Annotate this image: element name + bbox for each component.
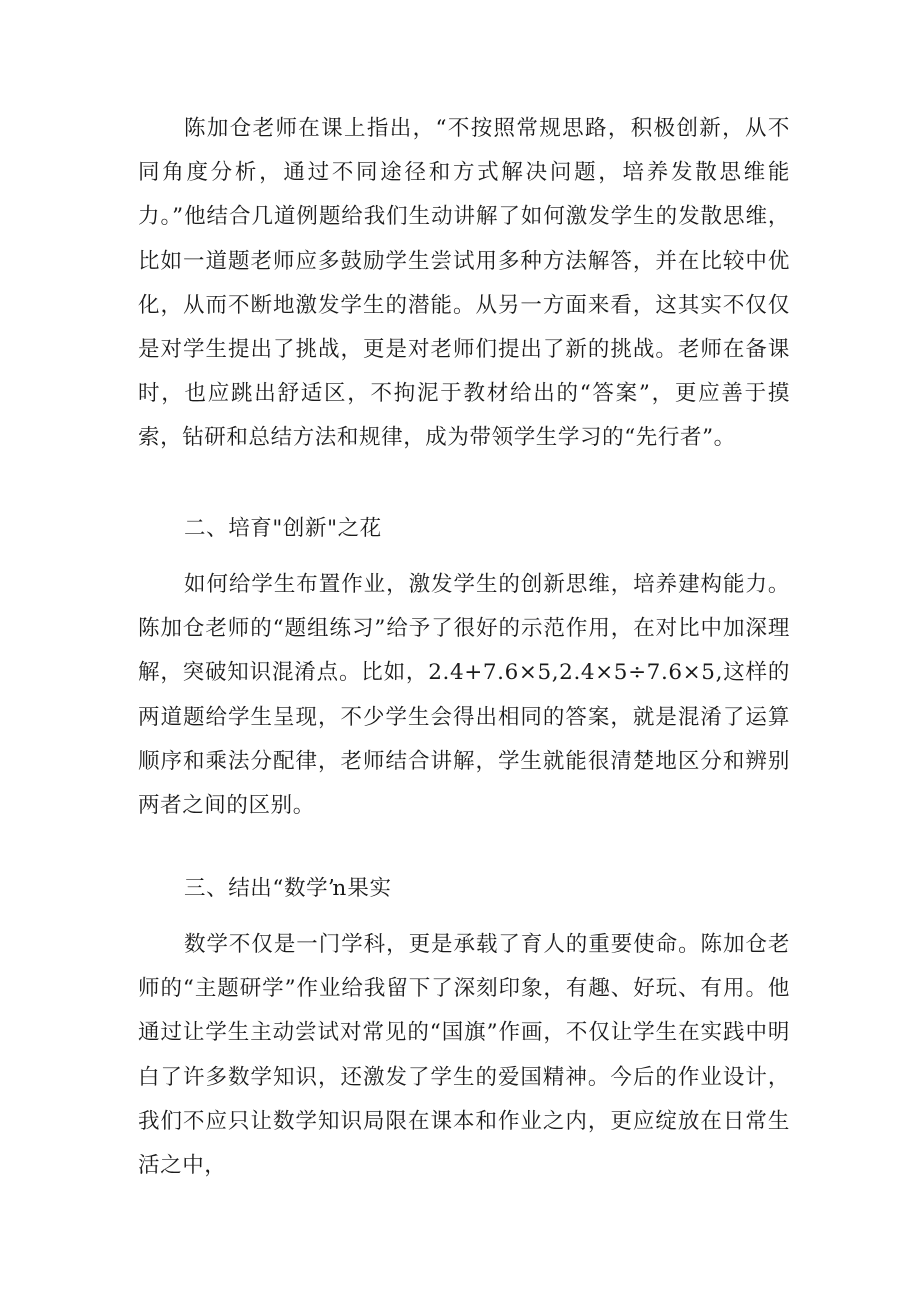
body-paragraph-3: 数学不仅是一门学科，更是承载了育人的重要使命。陈加仓老师的“主题研学”作业给我留下了深刻印象，有趣、好玩、有用。他通过让学生主动尝试对常见的“国旗”作画，不仅让学生在实践中明白了许多数学知识，还激发了学生的爱国精神。今后的作业设计，我们不应只让数学知识局限在课本和作业之内，更应绽放在日常生活之中， [138, 932, 790, 1179]
body-paragraph-2: 如何给学生布置作业，激发学生的创新思维，培养建构能力。陈加仓老师的“题组练习”给予了很好的示范作用，在对比中加深理解，突破知识混淆点。比如，2.4+7.6×5,2.4×5÷7.6×5,这样的两道题给学生呈现，不少学生会得出相同的答案，就是混淆了运算顺序和乘法分配律，老师结合讲解，学生就能很清楚地区分和辨别两者之间的区别。 [138, 572, 790, 819]
body-paragraph-1: 陈加仓老师在课上指出，“不按照常规思路，积极创新，从不同角度分析，通过不同途径和方式解决问题，培养发散思维能力。”他结合几道例题给我们生动讲解了如何激发学生的发散思维，比如一道题老师应多鼓励学生尝试用多种方法解答，并在比较中优化，从而不断地激发学生的潜能。从另一方面来看，这其实不仅仅是对学生提出了挑战，更是对老师们提出了新的挑战。老师在备课时，也应跳出舒适区，不拘泥于教材给出的“答案”，更应善于摸索，钻研和总结方法和规律，成为带领学生学习的“先行者”。 [138, 116, 790, 451]
section-heading-3: 三、结出“数学ŉ果实 [184, 876, 392, 901]
section-heading-2: 二、培育"创新"之花 [184, 516, 382, 541]
